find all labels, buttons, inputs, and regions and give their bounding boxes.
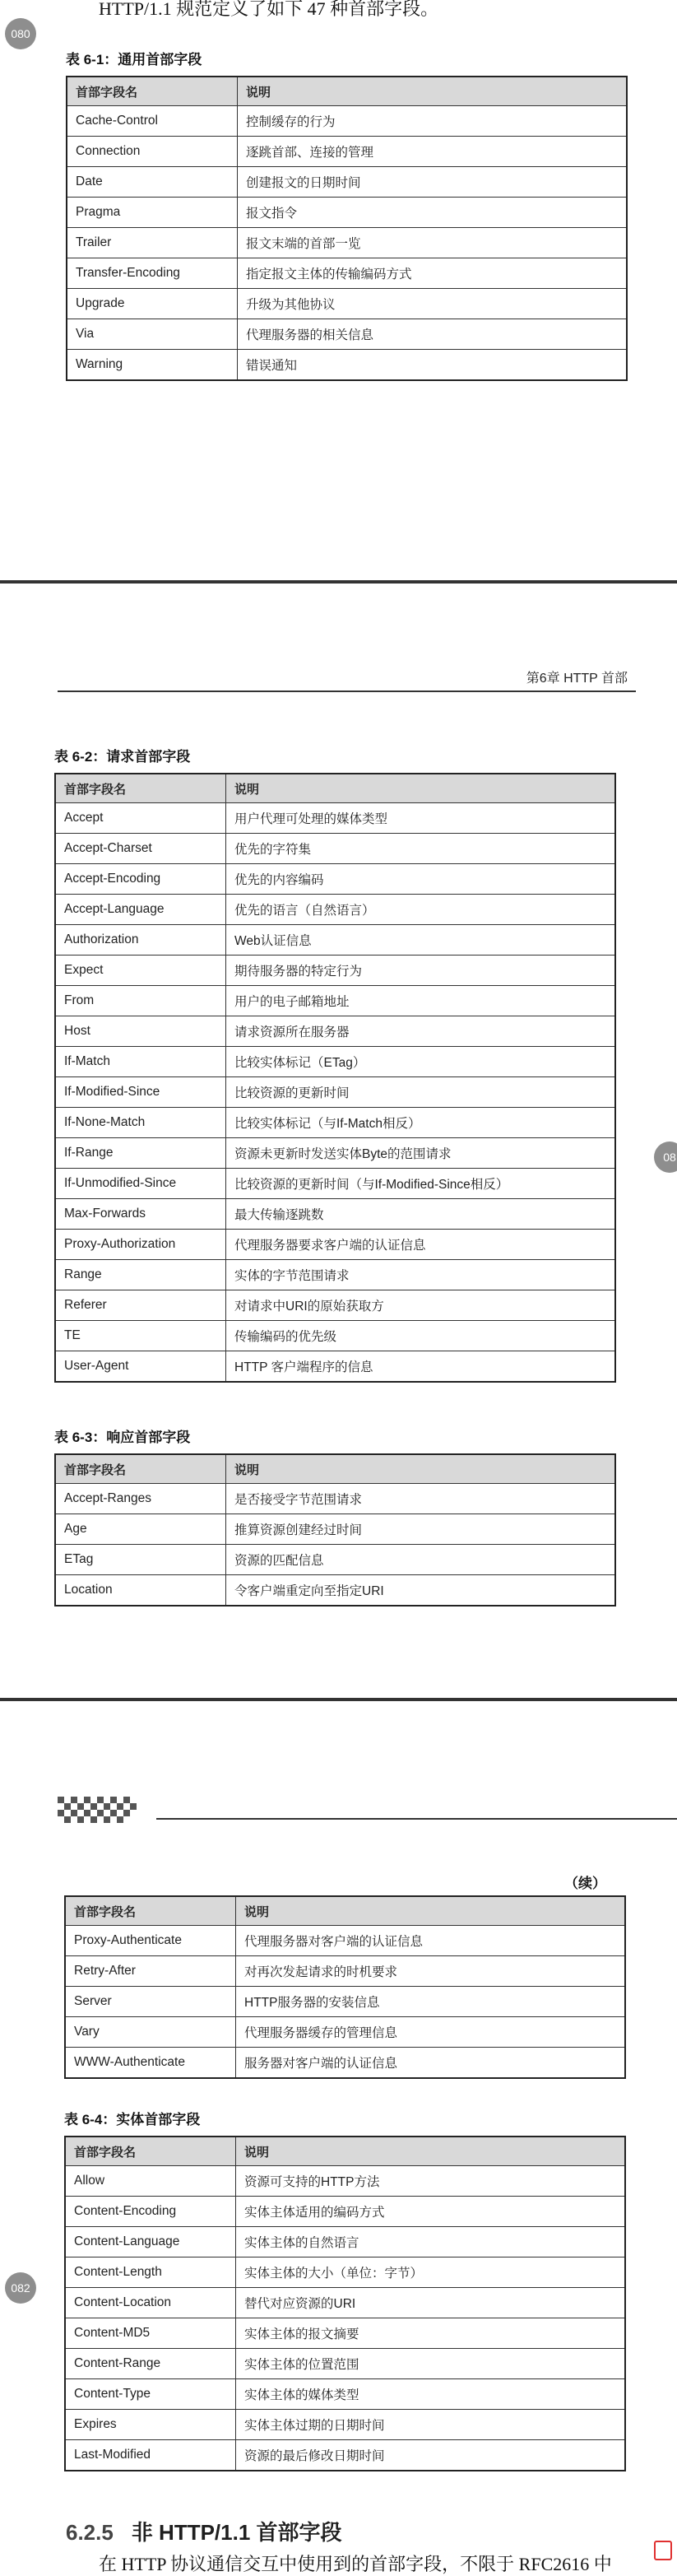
header-description-cell: 是否接受字节范围请求: [226, 1484, 616, 1514]
header-description-cell: 用户的电子邮箱地址: [226, 986, 616, 1016]
table-header-row: [65, 1896, 625, 1926]
table-row: [55, 1047, 615, 1077]
header-description-cell: 传输编码的优先级: [226, 1321, 616, 1351]
header-description-cell: 指定报文主体的传输编码方式: [238, 258, 628, 289]
column-header-field-name: 首部字段名: [55, 774, 226, 803]
table-row: [55, 986, 615, 1016]
column-header-description: 说明: [226, 774, 616, 803]
table-row: [55, 895, 615, 925]
header-field-name-cell: ETag: [55, 1545, 226, 1575]
header-description-cell: 资源未更新时发送实体Byte的范围请求: [226, 1138, 616, 1169]
table-row: [55, 1108, 615, 1138]
header-description-cell: 升级为其他协议: [238, 289, 628, 319]
header-description-cell: Web认证信息: [226, 925, 616, 956]
page-number-badge: 082: [5, 2272, 36, 2304]
table-row: [55, 1575, 615, 1607]
header-description-cell: 实体主体的自然语言: [236, 2227, 626, 2257]
header-description-cell: HTTP服务器的安装信息: [236, 1987, 626, 2017]
header-field-name-cell: Content-Location: [65, 2288, 236, 2318]
table-row: [67, 289, 627, 319]
column-header-description: 说明: [238, 77, 628, 106]
header-field-name-cell: Age: [55, 1514, 226, 1545]
header-description-cell: 优先的语言（自然语言）: [226, 895, 616, 925]
header-field-name-cell: Trailer: [67, 228, 238, 258]
table-row: [55, 803, 615, 834]
table-row: [55, 1077, 615, 1108]
header-description-cell: 错误通知: [238, 350, 628, 381]
header-field-name-cell: TE: [55, 1321, 226, 1351]
chapter-checker-decoration: [58, 1797, 140, 1825]
header-field-name-cell: Proxy-Authenticate: [65, 1926, 236, 1956]
header-description-cell: 报文末端的首部一览: [238, 228, 628, 258]
page-082: [0, 1701, 677, 2572]
header-field-name-cell: Content-Length: [65, 2257, 236, 2288]
column-header-description: 说明: [236, 1896, 626, 1926]
header-description-cell: 服务器对客户端的认证信息: [236, 2048, 626, 2079]
header-field-name-cell: Content-MD5: [65, 2318, 236, 2349]
table-row: [55, 1514, 615, 1545]
header-description-cell: 资源可支持的HTTP方法: [236, 2166, 626, 2197]
header-field-name-cell: Proxy-Authorization: [55, 1230, 226, 1260]
header-description-cell: 代理服务器的相关信息: [238, 319, 628, 350]
table-row: [65, 2048, 625, 2079]
header-description-cell: 逐跳首部、连接的管理: [238, 137, 628, 167]
continued-label: （续）: [564, 1876, 606, 1891]
table-row: [55, 1321, 615, 1351]
header-description-cell: 代理服务器对客户端的认证信息: [236, 1926, 626, 1956]
header-description-cell: 实体主体的位置范围: [236, 2349, 626, 2379]
table-request-headers: [54, 773, 616, 1383]
header-description-cell: 资源的匹配信息: [226, 1545, 616, 1575]
header-description-cell: HTTP 客户端程序的信息: [226, 1351, 616, 1383]
header-field-name-cell: Host: [55, 1016, 226, 1047]
column-header-field-name: 首部字段名: [65, 1896, 236, 1926]
header-description-cell: 实体主体适用的编码方式: [236, 2197, 626, 2227]
header-description-cell: 比较实体标记（与If-Match相反）: [226, 1108, 616, 1138]
table-row: [55, 834, 615, 864]
table-row: [67, 167, 627, 198]
header-field-name-cell: Upgrade: [67, 289, 238, 319]
table-row: [55, 1290, 615, 1321]
header-field-name-cell: Accept-Charset: [55, 834, 226, 864]
table-row: [55, 1230, 615, 1260]
table-row: [65, 2440, 625, 2471]
table-row: [55, 1260, 615, 1290]
header-description-cell: 比较资源的更新时间（与If-Modified-Since相反）: [226, 1169, 616, 1199]
header-field-name-cell: Content-Range: [65, 2349, 236, 2379]
header-field-name-cell: Accept-Language: [55, 895, 226, 925]
header-field-name-cell: Authorization: [55, 925, 226, 956]
section-number: 6.2.5: [66, 2520, 114, 2545]
table-row: [67, 258, 627, 289]
table-row: [55, 956, 615, 986]
page-080: [0, 0, 677, 580]
running-head-rule: [58, 690, 636, 692]
table-row: [65, 2197, 625, 2227]
header-description-cell: 创建报文的日期时间: [238, 167, 628, 198]
table-header-row: [65, 2137, 625, 2166]
table-row: [55, 1351, 615, 1383]
table-row: [65, 2318, 625, 2349]
header-description-cell: 实体的字节范围请求: [226, 1260, 616, 1290]
table-row: [55, 1169, 615, 1199]
header-field-name-cell: Location: [55, 1575, 226, 1607]
table-6-1-caption: 表 6-1：通用首部字段: [66, 52, 202, 67]
table-row: [67, 350, 627, 381]
header-field-name-cell: Range: [55, 1260, 226, 1290]
header-field-name-cell: Allow: [65, 2166, 236, 2197]
table-row: [65, 2288, 625, 2318]
table-6-2-caption: 表 6-2：请求首部字段: [54, 749, 191, 765]
table-row: [67, 319, 627, 350]
header-field-name-cell: If-None-Match: [55, 1108, 226, 1138]
table-row: [55, 1545, 615, 1575]
column-header-field-name: 首部字段名: [65, 2137, 236, 2166]
page-number-badge: 080: [5, 18, 36, 49]
header-description-cell: 请求资源所在服务器: [226, 1016, 616, 1047]
header-field-name-cell: Warning: [67, 350, 238, 381]
header-description-cell: 用户代理可处理的媒体类型: [226, 803, 616, 834]
table-row: [65, 2349, 625, 2379]
table-row: [65, 1926, 625, 1956]
table-header-row: [55, 774, 615, 803]
body-paragraph: 在 HTTP 协议通信交互中使用到的首部字段，不限于 RFC2616 中: [99, 2554, 612, 2574]
header-field-name-cell: Expect: [55, 956, 226, 986]
header-field-name-cell: Referer: [55, 1290, 226, 1321]
header-description-cell: 实体主体的报文摘要: [236, 2318, 626, 2349]
table-row: [55, 1138, 615, 1169]
header-field-name-cell: Content-Type: [65, 2379, 236, 2410]
header-field-name-cell: Pragma: [67, 198, 238, 228]
section-heading: [66, 2516, 342, 2546]
header-field-name-cell: WWW-Authenticate: [65, 2048, 236, 2079]
chapter-rule: [156, 1818, 677, 1820]
table-row: [65, 2017, 625, 2048]
section-title-text: 非 HTTP/1.1 首部字段: [131, 2520, 342, 2545]
header-description-cell: 资源的最后修改日期时间: [236, 2440, 626, 2471]
table-row: [55, 864, 615, 895]
header-description-cell: 代理服务器缓存的管理信息: [236, 2017, 626, 2048]
header-description-cell: 代理服务器要求客户端的认证信息: [226, 1230, 616, 1260]
header-description-cell: 报文指令: [238, 198, 628, 228]
table-entity-headers: [64, 2136, 626, 2471]
header-description-cell: 对再次发起请求的时机要求: [236, 1956, 626, 1987]
header-description-cell: 比较实体标记（ETag）: [226, 1047, 616, 1077]
header-description-cell: 实体主体的大小（单位：字节）: [236, 2257, 626, 2288]
header-field-name-cell: If-Range: [55, 1138, 226, 1169]
header-description-cell: 实体主体的媒体类型: [236, 2379, 626, 2410]
header-description-cell: 最大传输逐跳数: [226, 1199, 616, 1230]
header-field-name-cell: Accept-Encoding: [55, 864, 226, 895]
table-header-row: [55, 1454, 615, 1484]
table-header-row: [67, 77, 627, 106]
header-description-cell: 优先的内容编码: [226, 864, 616, 895]
table-row: [67, 198, 627, 228]
header-field-name-cell: Retry-After: [65, 1956, 236, 1987]
table-row: [65, 2410, 625, 2440]
table-row: [65, 1956, 625, 1987]
table-row: [65, 2379, 625, 2410]
table-6-3-caption: 表 6-3：响应首部字段: [54, 1430, 191, 1445]
header-field-name-cell: Content-Encoding: [65, 2197, 236, 2227]
table-row: [55, 1484, 615, 1514]
header-description-cell: 实体主体过期的日期时间: [236, 2410, 626, 2440]
header-field-name-cell: Accept: [55, 803, 226, 834]
header-field-name-cell: If-Match: [55, 1047, 226, 1077]
header-field-name-cell: Last-Modified: [65, 2440, 236, 2471]
table-row: [65, 2166, 625, 2197]
column-header-field-name: 首部字段名: [55, 1454, 226, 1484]
column-header-description: 说明: [226, 1454, 616, 1484]
table-row: [55, 925, 615, 956]
header-field-name-cell: Max-Forwards: [55, 1199, 226, 1230]
table-response-headers: [54, 1453, 616, 1607]
bookmark-icon: [654, 2541, 672, 2560]
table-6-4-caption: 表 6-4：实体首部字段: [64, 2112, 201, 2127]
intro-text: HTTP/1.1 规范定义了如下 47 种首部字段。: [99, 0, 439, 19]
table-row: [67, 228, 627, 258]
header-description-cell: 对请求中URI的原始获取方: [226, 1290, 616, 1321]
header-field-name-cell: From: [55, 986, 226, 1016]
table-response-headers-continued: [64, 1895, 626, 2079]
header-field-name-cell: If-Unmodified-Since: [55, 1169, 226, 1199]
table-row: [65, 2257, 625, 2288]
header-field-name-cell: Cache-Control: [67, 106, 238, 137]
table-row: [65, 1987, 625, 2017]
table-general-headers: [66, 76, 628, 381]
header-field-name-cell: Content-Language: [65, 2227, 236, 2257]
header-description-cell: 比较资源的更新时间: [226, 1077, 616, 1108]
header-field-name-cell: Via: [67, 319, 238, 350]
header-description-cell: 令客户端重定向至指定URI: [226, 1575, 616, 1607]
table-row: [67, 137, 627, 167]
column-header-field-name: 首部字段名: [67, 77, 238, 106]
table-row: [67, 106, 627, 137]
header-field-name-cell: Expires: [65, 2410, 236, 2440]
table-row: [65, 2227, 625, 2257]
header-field-name-cell: If-Modified-Since: [55, 1077, 226, 1108]
column-header-description: 说明: [236, 2137, 626, 2166]
header-description-cell: 控制缓存的行为: [238, 106, 628, 137]
header-description-cell: 优先的字符集: [226, 834, 616, 864]
header-description-cell: 推算资源创建经过时间: [226, 1514, 616, 1545]
page-gap: [0, 584, 677, 608]
header-field-name-cell: Transfer-Encoding: [67, 258, 238, 289]
header-field-name-cell: User-Agent: [55, 1351, 226, 1383]
header-field-name-cell: Accept-Ranges: [55, 1484, 226, 1514]
header-field-name-cell: Server: [65, 1987, 236, 2017]
page-number-badge: 08: [654, 1142, 677, 1173]
header-field-name-cell: Vary: [65, 2017, 236, 2048]
header-description-cell: 替代对应资源的URI: [236, 2288, 626, 2318]
header-field-name-cell: Connection: [67, 137, 238, 167]
header-field-name-cell: Date: [67, 167, 238, 198]
running-head: 第6章 HTTP 首部: [526, 672, 628, 686]
table-row: [55, 1199, 615, 1230]
table-row: [55, 1016, 615, 1047]
header-description-cell: 期待服务器的特定行为: [226, 956, 616, 986]
